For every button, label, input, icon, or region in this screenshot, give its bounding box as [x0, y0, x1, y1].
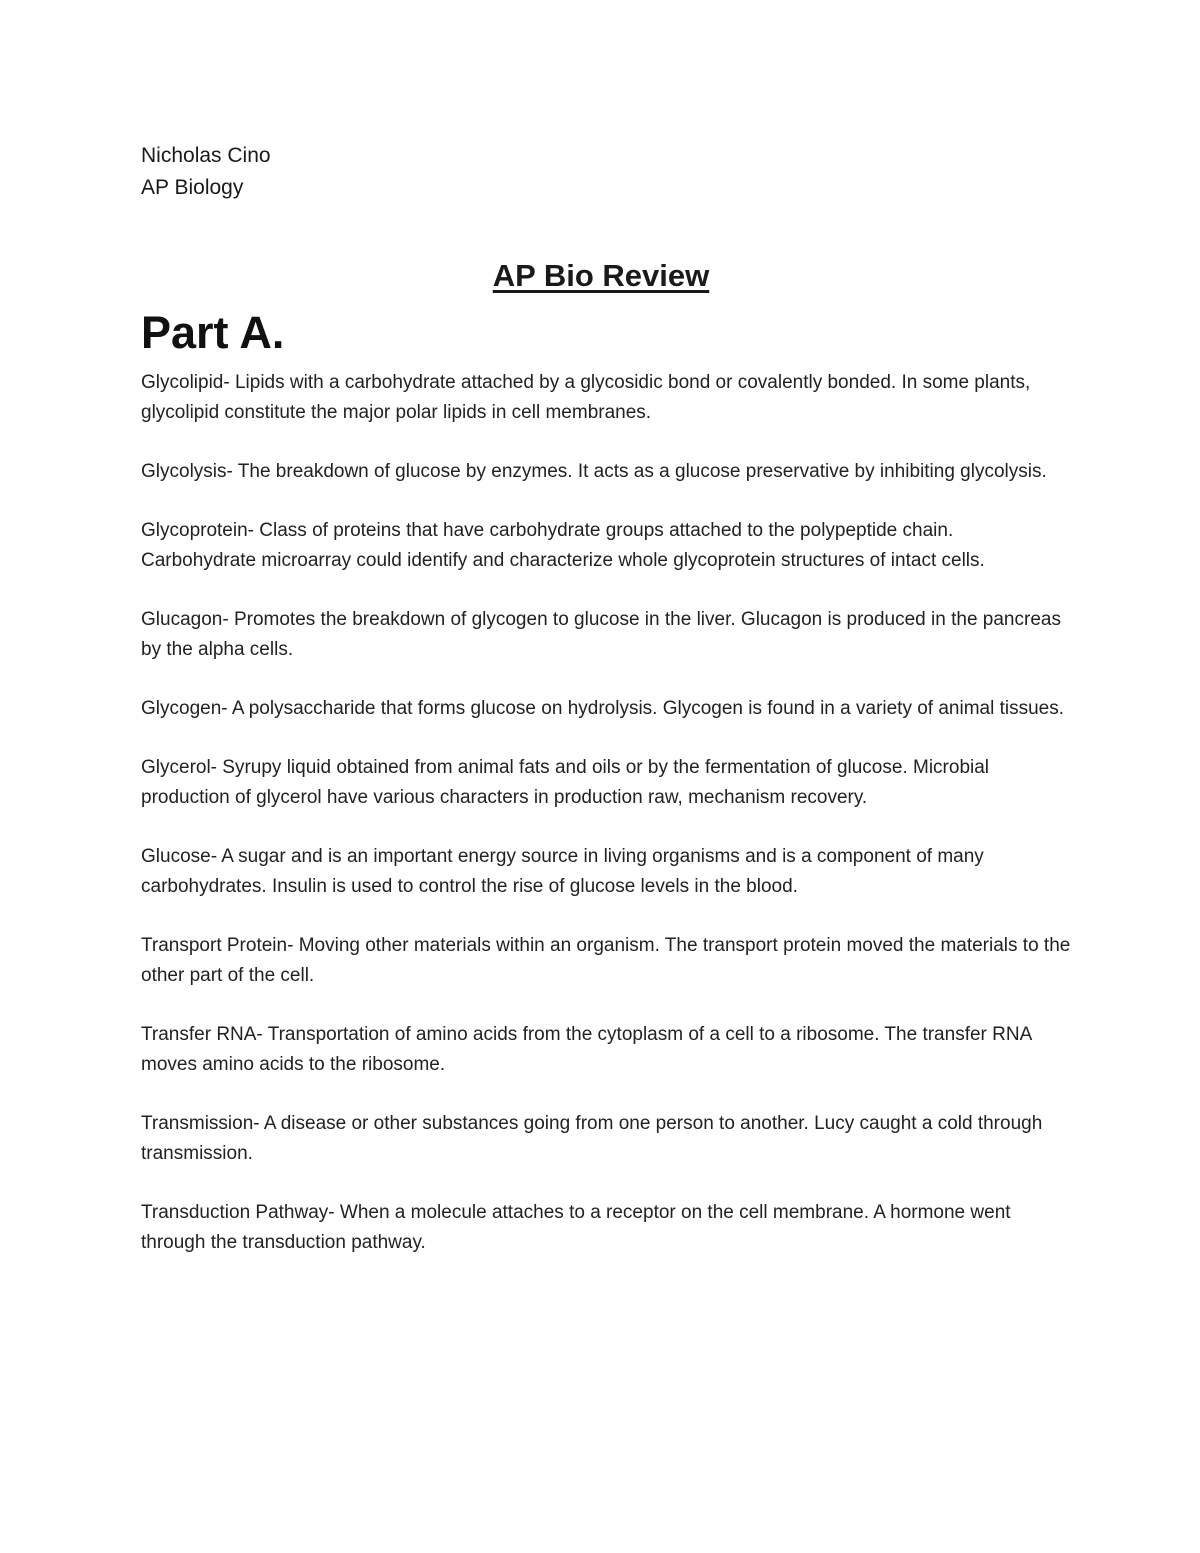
definition-term: Glycolysis-: [141, 461, 233, 482]
definition-term: Transfer RNA-: [141, 1024, 263, 1045]
definition-entry: [141, 516, 1071, 576]
definition-text: Transportation of amino acids from the cytoplasm of a cell to a ribosome. The transfer RNA moves amino acids to the ribosome.: [141, 1024, 1032, 1075]
definition-term: Transport Protein-: [141, 935, 294, 956]
definition-entry: [141, 1109, 1071, 1169]
document-title: AP Bio Review: [492, 258, 710, 293]
definition-term: Glycolipid-: [141, 372, 230, 393]
definition-term: Glycerol-: [141, 757, 218, 778]
definition-text: The breakdown of glucose by enzymes. It acts as a glucose preservative by inhibiting glycolysis.: [232, 461, 1047, 482]
author-name: Nicholas Cino: [141, 144, 271, 167]
definition-text: Moving other materials within an organism. The transport protein moved the materials to the other part of the cell.: [141, 935, 1071, 986]
definition-entry: [141, 605, 1071, 665]
definition-entry: [141, 457, 1071, 487]
definition-entry: [141, 368, 1071, 428]
definition-text: When a molecule attaches to a receptor on the cell membrane. A hormone went through the transduction pathway.: [141, 1202, 1011, 1253]
definition-term: Glucagon-: [141, 609, 229, 630]
definition-list: [141, 368, 1071, 1287]
definition-text: Promotes the breakdown of glycogen to glucose in the liver. Glucagon is produced in the pancreas by the alpha cells.: [141, 609, 1061, 660]
definition-text: Class of proteins that have carbohydrate groups attached to the polypeptide chain. Carbohydrate microarray could identify and characterize whole glycoprotein structures of intact cells.: [141, 520, 985, 571]
definition-term: Transmission-: [141, 1113, 260, 1134]
definition-entry: [141, 694, 1071, 724]
definition-text: A polysaccharide that forms glucose on hydrolysis. Glycogen is found in a variety of animal tissues.: [227, 698, 1065, 719]
document-content: [141, 140, 1071, 1253]
definition-text: Syrupy liquid obtained from animal fats and oils or by the fermentation of glucose. Microbial production of glycerol have various characters in production raw, mechanism recovery.: [141, 757, 990, 808]
definition-text: A sugar and is an important energy source in living organisms and is a component of many carbohydrates. Insulin is used to control the rise of glucose levels in the blood.: [141, 846, 984, 897]
definition-term: Transduction Pathway-: [141, 1202, 335, 1223]
definition-entry: [141, 842, 1071, 902]
definition-entry: [141, 1020, 1071, 1080]
definition-term: Glycogen-: [141, 698, 228, 719]
course-name: AP Biology: [141, 176, 244, 199]
definition-term: Glycoprotein-: [141, 520, 254, 541]
definition-entry: [141, 931, 1071, 991]
definition-text: A disease or other substances going from one person to another. Lucy caught a cold through transmission.: [141, 1113, 1043, 1164]
section-heading: Part A.: [141, 307, 285, 358]
definition-entry: [141, 1198, 1071, 1258]
definition-term: Glucose-: [141, 846, 218, 867]
definition-text: Lipids with a carbohydrate attached by a glycosidic bond or covalently bonded. In some plants, glycolipid constitute the major polar lipids in cell membranes.: [141, 372, 1031, 423]
definition-entry: [141, 753, 1071, 813]
